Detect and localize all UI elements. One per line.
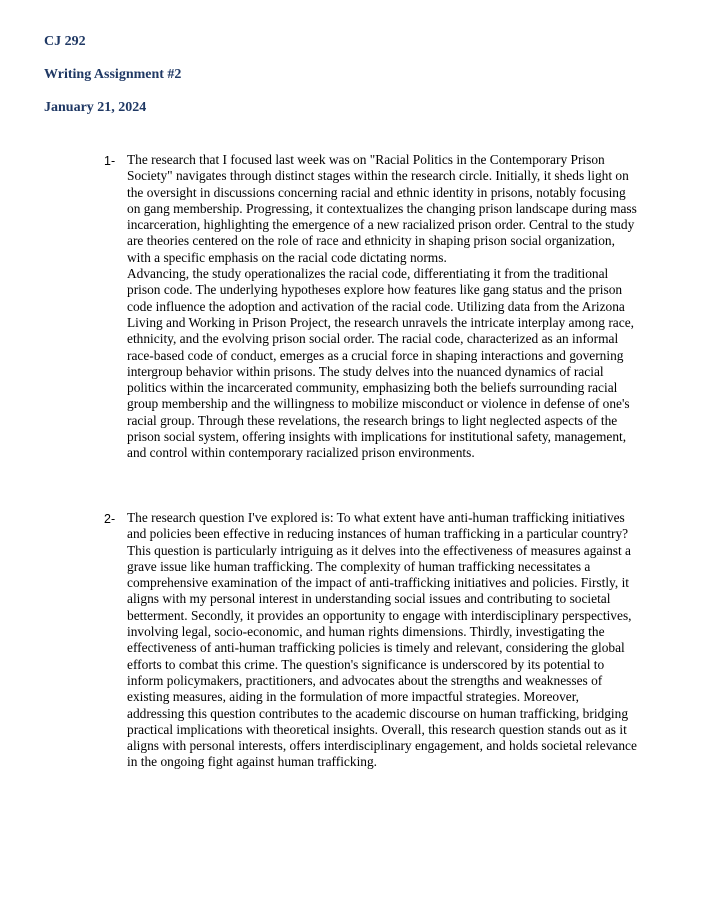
paragraph: The research question I've explored is: To what extent have anti-human trafficking initiatives and policies been effective in reducing instances of human trafficking in a particular country? This question is particularly intriguing as it delves into the effectiveness of measures against a grave issue like human trafficking. The complexity of human trafficking necessitates a comprehensive examination of the impact of anti-trafficking initiatives and policies. Firstly, it aligns with my personal interest in understanding social issues and contributing to societal betterment. Secondly, it provides an opportunity to engage with interdisciplinary perspectives, involving legal, socio-economic, and human rights dimensions. Thirdly, investigating the effectiveness of anti-human trafficking policies is timely and relevant, considering the global efforts to combat this crime. The question's significance is underscored by its potential to inform policymakers, practitioners, and advocates about the strengths and weaknesses of existing measures, aiding in the formulation of more impactful strategies. Moreover, addressing this question contributes to the academic discourse on human trafficking, bridging practical implications with theoretical insights. Overall, this research question stands out as it aligns with personal interests, offers interdisciplinary engagement, and holds societal relevance in the ongoing fight against human trafficking. bbox=[127, 510, 637, 770]
paragraph: Advancing, the study operationalizes the racial code, differentiating it from the traditional prison code. The underlying hypotheses explore how features like gang status and the prison code influence the adoption and activation of the racial code. Utilizing data from the Arizona Living and Working in Prison Project, the research unravels the intricate interplay among race, ethnicity, and the evolving prison social order. The racial code, characterized as an informal race-based code of conduct, emerges as a crucial force in shaping interactions and governing intergroup behavior within prisons. The study delves into the nuanced dynamics of racial politics within the incarcerated community, emphasizing both the beliefs surrounding racial group membership and the willingness to mobilize misconduct or violence in defense of one's racial group. Through these revelations, the research brings to light neglected aspects of the prison social system, offering insights with implications for institutional safety, management, and control within contemporary racialized prison environments. bbox=[127, 266, 634, 461]
assignment-date: January 21, 2024 bbox=[44, 100, 147, 115]
list-item-number: 1- bbox=[104, 154, 116, 168]
list-item-text bbox=[127, 152, 639, 462]
paragraph: The research that I focused last week was on "Racial Politics in the Contemporary Prison Society" navigates through distinct stages within the research circle. Initially, it sheds light on the oversight in discussions concerning racial and ethnic identity in prisons, notably focusing on gang membership. Progressing, it contextualizes the changing prison landscape during mass incarceration, highlighting the emergence of a new racialized prison order. Central to the study are theories centered on the role of race and ethnicity in shaping prison social organization, with a specific emphasis on the racial code dictating norms. bbox=[127, 152, 637, 265]
list-item-text bbox=[127, 510, 639, 771]
list-item-number: 2- bbox=[104, 512, 116, 526]
course-code: CJ 292 bbox=[44, 34, 86, 49]
assignment-title: Writing Assignment #2 bbox=[44, 67, 182, 82]
